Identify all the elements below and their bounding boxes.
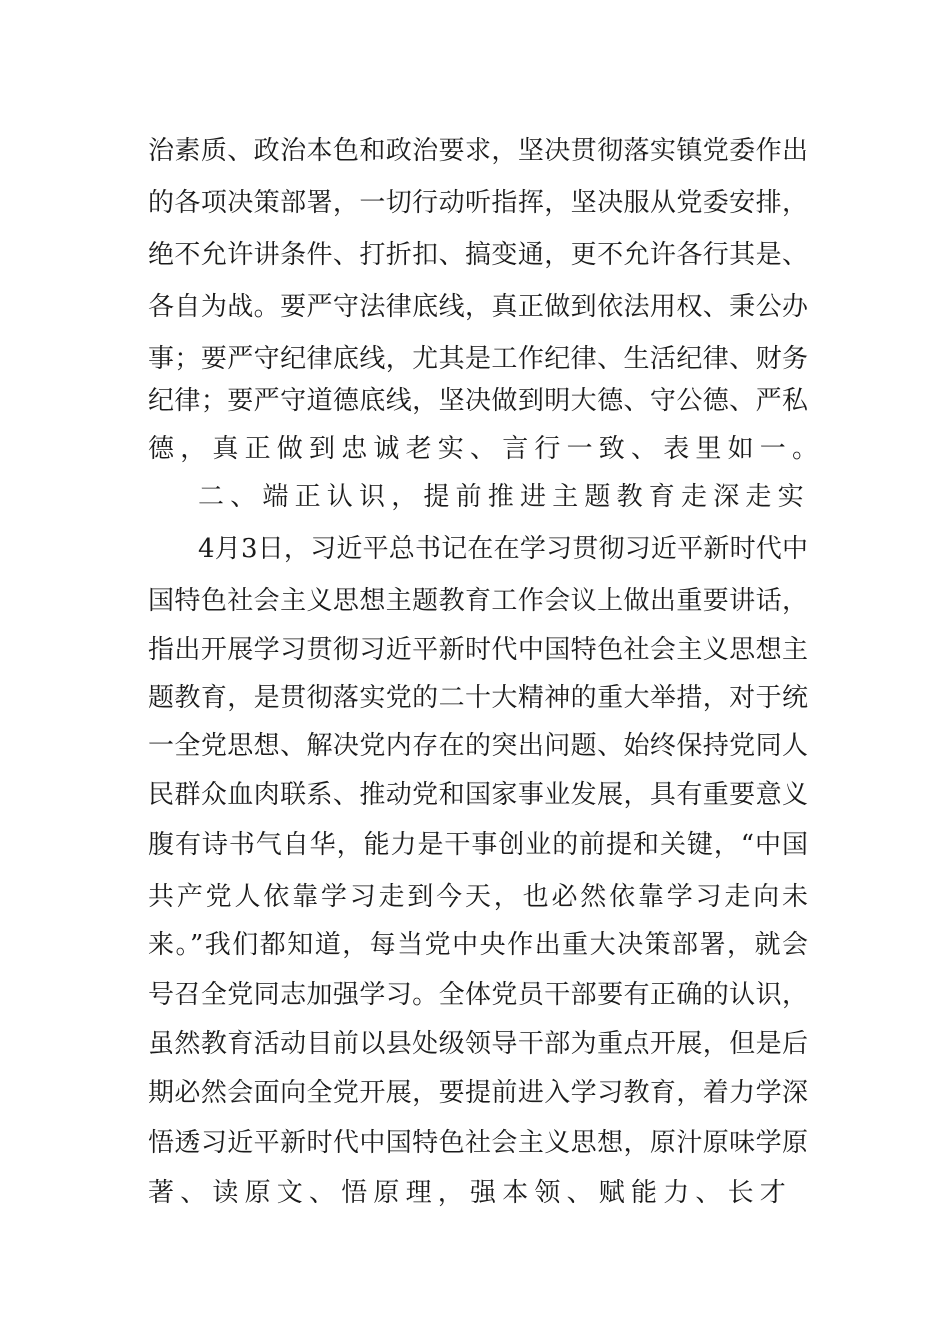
text-line: 号召全党同志加强学习。全体党员干部要有正确的认识，	[148, 980, 808, 1010]
text-line: 来。”我们都知道，每当党中央作出重大决策部署，就会	[148, 930, 808, 960]
text-line: 德，真正做到忠诚老实、言行一致、表里如一。	[148, 434, 825, 464]
text-line: 4月3日，习近平总书记在在学习贯彻习近平新时代中	[198, 534, 808, 564]
text-line: 各自为战。要严守法律底线，真正做到依法用权、秉公办	[148, 292, 808, 322]
text-line: 期必然会面向全党开展，要提前进入学习教育，着力学深	[148, 1078, 808, 1108]
text-line: 一全党思想、解决党内存在的突出问题、始终保持党同人	[148, 731, 808, 761]
text-line: 纪律；要严守道德底线，坚决做到明大德、守公德、严私	[148, 386, 808, 416]
text-line: 腹有诗书气自华，能力是干事创业的前提和关键，“中国	[148, 830, 808, 860]
text-line: 共产党人依靠学习走到今天，也必然依靠学习走向未	[148, 882, 808, 912]
text-line: 虽然教育活动目前以县处级领导干部为重点开展，但是后	[148, 1029, 808, 1059]
text-line: 的各项决策部署，一切行动听指挥，坚决服从党委安排，	[148, 188, 808, 218]
text-line: 指出开展学习贯彻习近平新时代中国特色社会主义思想主	[148, 635, 808, 665]
text-line: 题教育，是贯彻落实党的二十大精神的重大举措，对于统	[148, 683, 808, 713]
text-line: 悟透习近平新时代中国特色社会主义思想，原汁原味学原	[148, 1128, 808, 1158]
text-line: 事；要严守纪律底线，尤其是工作纪律、生活纪律、财务	[148, 344, 808, 374]
text-line: 民群众血肉联系、推动党和国家事业发展，具有重要意义	[148, 780, 808, 810]
text-line: 绝不允许讲条件、打折扣、搞变通，更不允许各行其是、	[148, 240, 808, 270]
text-line: 治素质、政治本色和政治要求，坚决贯彻落实镇党委作出	[148, 136, 808, 166]
text-line: 国特色社会主义思想主题教育工作会议上做出重要讲话，	[148, 586, 808, 616]
section-heading: 二、端正认识，提前推进主题教育走深走实	[198, 482, 810, 512]
text-line: 著、读原文、悟原理，强本领、赋能力、长才	[148, 1178, 793, 1208]
